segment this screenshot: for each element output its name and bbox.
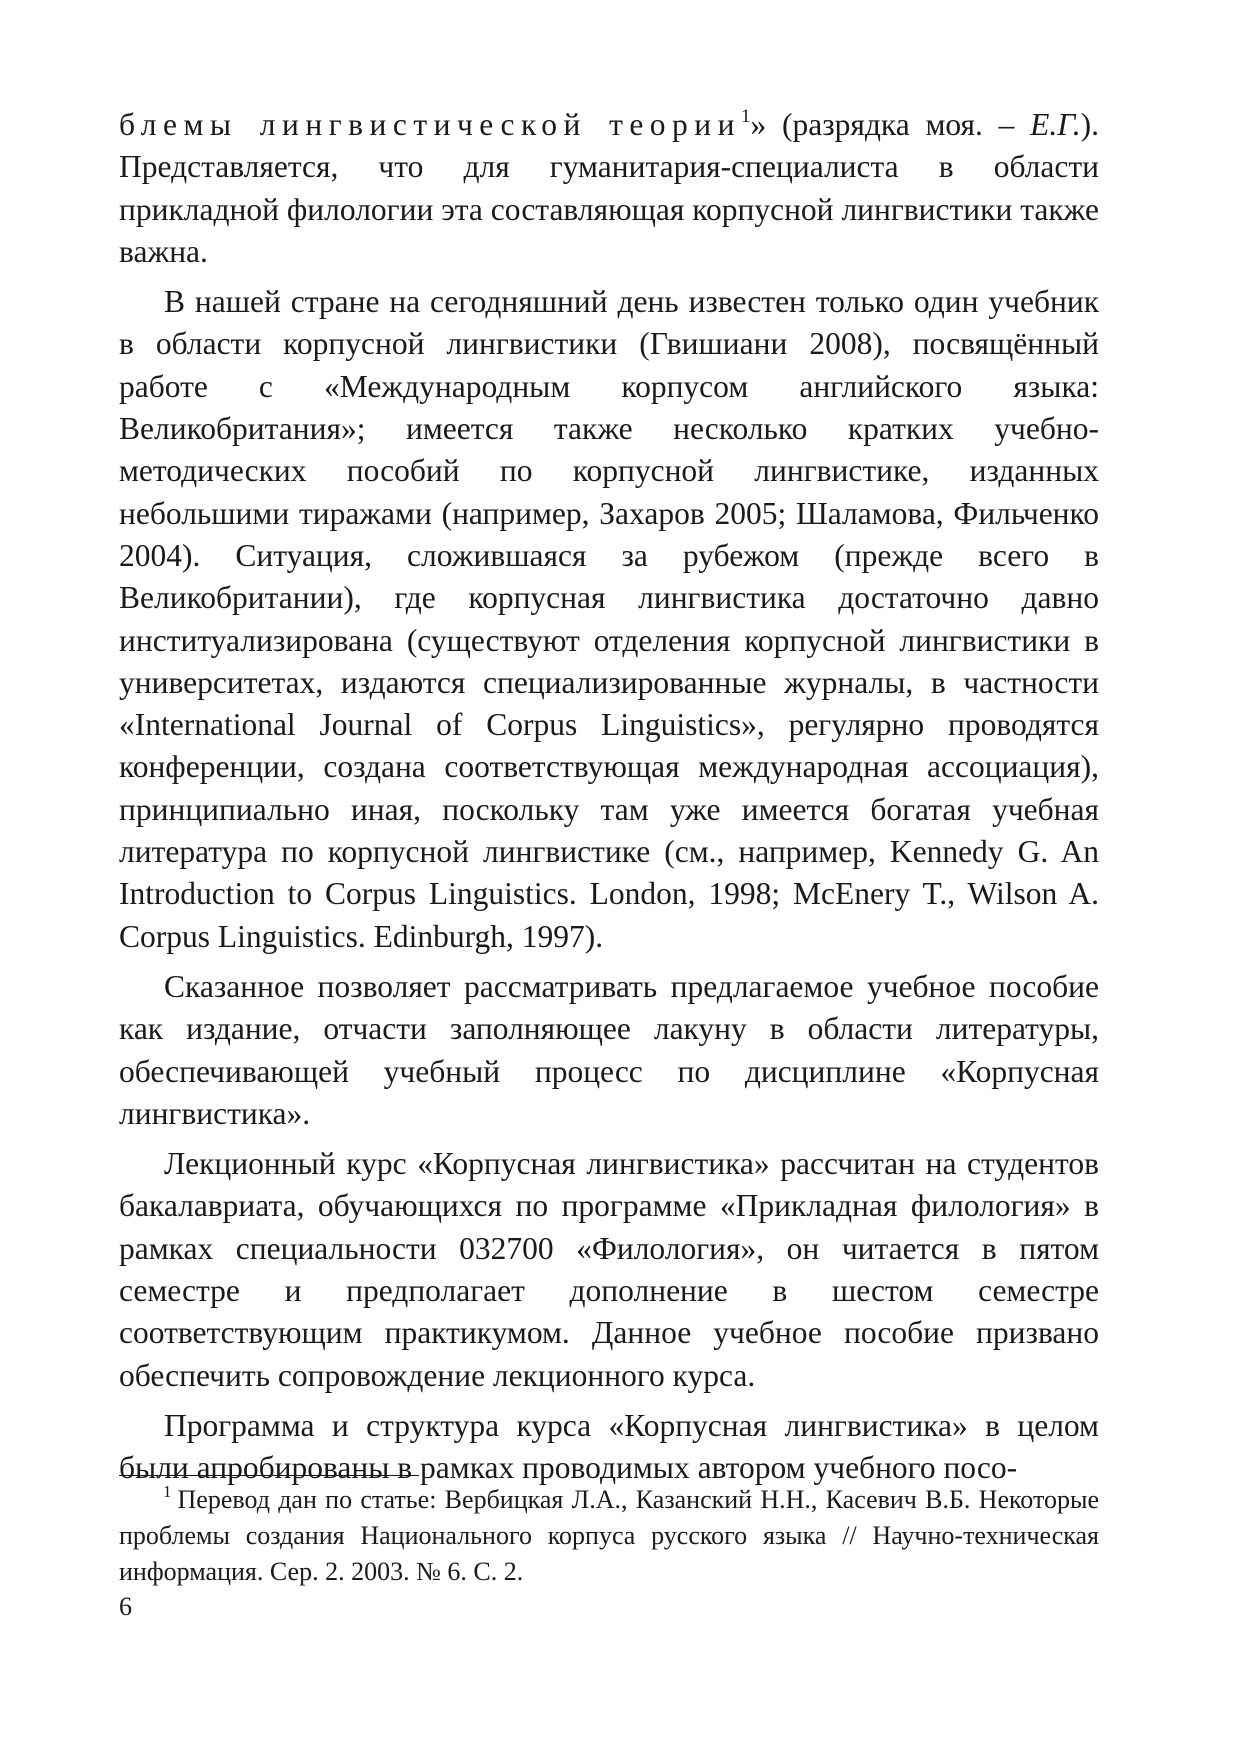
paragraph-1-text-b: ). Представляется, что для гуманитария-специалиста в области прикладной филологии эта составляющая корпусной лингвистики также важна. — [119, 107, 1100, 269]
paragraph-2: В нашей стране на сегодняшний день известен только один учебник в области корпусной лингвистики (Гвишиани 2008), посвящённый работе с «Международным корпусом английского языка: Великобритания»; имеется также несколько кратких учебно-методических пособий по корпусной лингвистике, изданных небольшими тиражами (например, Захаров 2005; Шаламова, Фильченко 2004). Ситуация, сложившаяся за рубежом (прежде всего в Великобритании), где корпусная лингвистика достаточно давно институализирована (существуют отделения корпусной лингвистики в университетах, издаются специализированные журналы, в частности «International Journal of Corpus Linguistics», регулярно проводятся конференции, создана соответствующая международная ассоциация), принципиально иная, поскольку там уже имеется богатая учебная литература по корпусной лингвистике (см., например, Kennedy G. An Introduction to Corpus Linguistics. London, 1998; McEnery T., Wilson A. Corpus Linguistics. Edinburgh, 1997). — [119, 284, 1099, 954]
main-text — [119, 104, 1099, 1498]
author-initials: Е.Г. — [1030, 107, 1081, 142]
footnote-text: Перевод дан по статье: Вербицкая Л.А., Казанский Н.Н., Касевич В.Б. Некоторые проблемы создания Национального корпуса русского языка // Научно-техническая информация. Сер. 2. 2003. № 6. С. 2. — [119, 1485, 1099, 1586]
spaced-emphasis: блемы лингвистической теории — [119, 107, 742, 142]
page-number: 6 — [119, 1592, 132, 1621]
footnote-separator — [119, 1475, 419, 1476]
paragraph-3: Сказанное позволяет рассматривать предлагаемое учебное пособие как издание, отчасти заполняющее лакуну в области литературы, обеспечивающей учебный процесс по дисциплине «Корпусная лингвистика». — [119, 968, 1099, 1131]
paragraph-1-text-a: » (разрядка моя. – — [750, 107, 1031, 142]
footnote-reference[interactable]: 1 — [741, 106, 751, 127]
paragraph-1 — [119, 104, 1099, 273]
paragraph-4: Лекционный курс «Корпусная лингвистика» рассчитан на студентов бакалавриата, обучающихся по программе «Прикладная филология» в рамках специальности 032700 «Филология», он читается в пятом семестре и предполагает дополнение в шестом семестре соответствующим практикумом. Данное учебное пособие призвано обеспечить сопровождение лекционного курса. — [119, 1146, 1099, 1393]
footnote — [119, 1482, 1099, 1590]
footnote-marker: 1 — [163, 1482, 172, 1501]
paragraph-5: Программа и структура курса «Корпусная лингвистика» в целом были апробированы в рамках проводимых автором учебного посо- — [119, 1407, 1099, 1486]
